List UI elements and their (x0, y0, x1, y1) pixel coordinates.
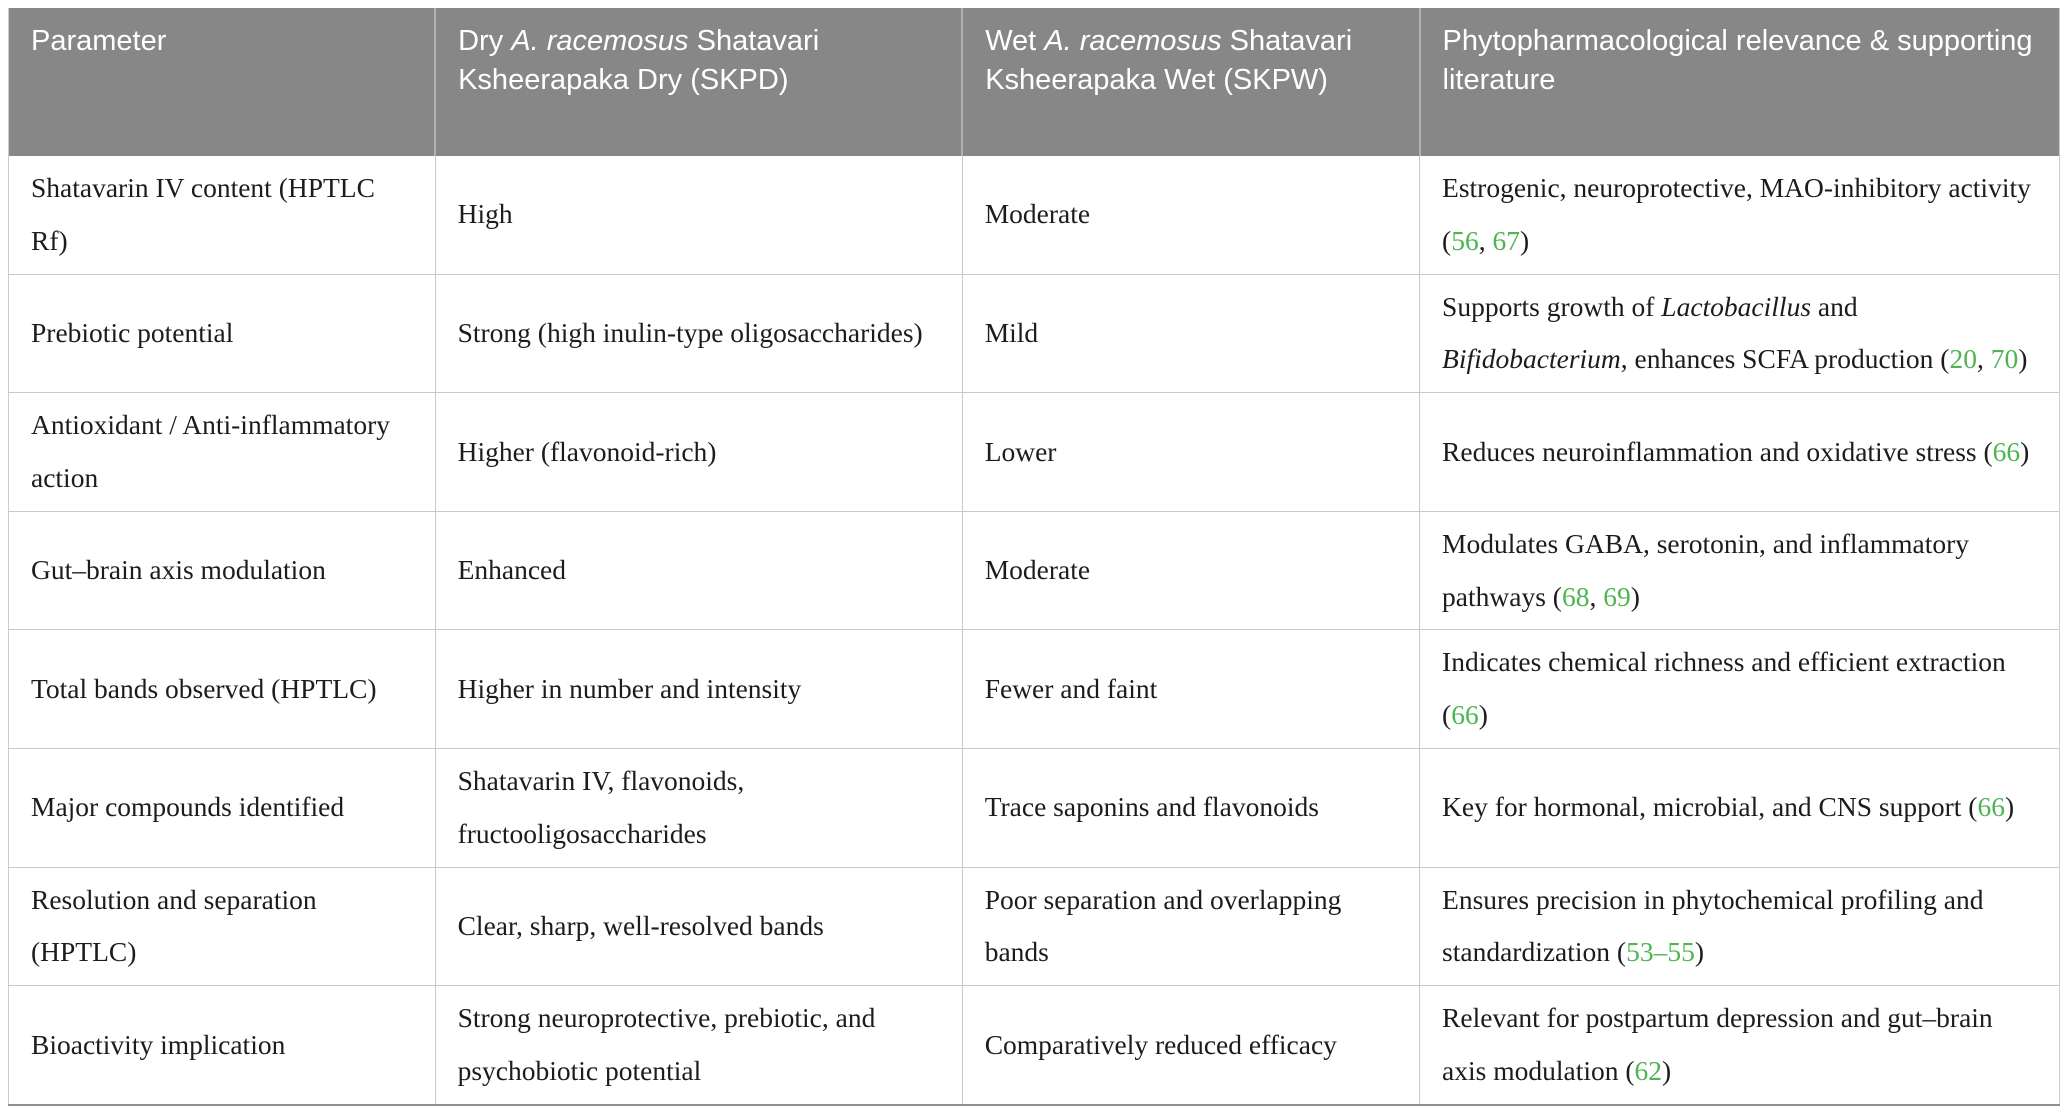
table-cell (9, 274, 436, 393)
citation-link[interactable]: 56 (1451, 224, 1479, 256)
table-cell (435, 511, 962, 630)
table-cell (962, 748, 1419, 867)
table-row (9, 986, 2060, 1105)
text-segment: and (1811, 290, 1858, 322)
table-cell (435, 867, 962, 986)
citation-link[interactable]: 66 (1451, 699, 1479, 731)
table-row (9, 393, 2060, 512)
text-segment: Wet (985, 25, 1045, 57)
species-name: Bifidobacterium (1442, 343, 1621, 375)
species-name: A. racemosus (511, 25, 689, 57)
text-segment: Indicates chemical richness and efficient extraction ( (1442, 646, 2006, 731)
text-segment: Shatavarin IV, flavonoids, fructooligosaccharides (457, 764, 745, 849)
text-segment: Relevant for postpartum depression and gut–brain axis modulation ( (1442, 1002, 1993, 1086)
text-segment: Dry (458, 25, 512, 57)
text-segment: Moderate (984, 554, 1091, 586)
table-cell (1420, 630, 2060, 749)
table-cell (962, 867, 1419, 986)
table-cell (9, 986, 436, 1105)
table-cell (962, 393, 1419, 512)
text-segment: Major compounds identified (31, 791, 345, 823)
text-segment: , (1589, 580, 1604, 612)
table-row (9, 748, 2060, 867)
table-cell (9, 748, 436, 867)
text-segment: Clear, sharp, well-resolved bands (457, 909, 824, 941)
table-cell (1420, 274, 2060, 393)
species-name: A. racemosus (1044, 25, 1222, 57)
text-segment: ) (2020, 435, 2030, 467)
table-cell (1420, 986, 2060, 1105)
table-cell (962, 511, 1419, 630)
text-segment: Prebiotic potential (31, 316, 234, 348)
text-segment: Shatavari Ksheerapaka Dry (SKPD) (458, 25, 820, 97)
table-row (9, 156, 2060, 274)
text-segment: Strong (high inulin-type oligosaccharides) (457, 316, 923, 348)
table-header (9, 8, 2060, 156)
table-row (9, 867, 2060, 986)
text-segment: , (1478, 224, 1493, 256)
text-segment: High (457, 198, 513, 230)
text-segment: Reduces neuroinflammation and oxidative stress ( (1442, 435, 1993, 467)
text-segment: ) (1662, 1054, 1672, 1086)
table-cell (962, 630, 1419, 749)
table-cell (435, 393, 962, 512)
table-cell (435, 748, 962, 867)
citation-link[interactable]: 53–55 (1626, 936, 1695, 968)
table-cell (1420, 511, 2060, 630)
column-header-3 (1420, 8, 2060, 156)
text-segment: Bioactivity implication (31, 1028, 286, 1060)
text-segment: Gut–brain axis modulation (31, 554, 326, 586)
text-segment: Strong neuroprotective, prebiotic, and psychobiotic potential (457, 1002, 876, 1086)
table-cell (962, 986, 1419, 1105)
text-segment: Ensures precision in phytochemical profiling and standardization ( (1442, 883, 1984, 968)
table-cell (435, 986, 962, 1105)
table-cell (1420, 393, 2060, 512)
text-segment: Comparatively reduced efficacy (984, 1028, 1337, 1060)
table-cell (9, 393, 436, 512)
table-cell (9, 630, 436, 749)
text-segment: ) (2018, 343, 2028, 375)
citation-link[interactable]: 69 (1603, 580, 1631, 612)
table-cell (435, 630, 962, 749)
citation-link[interactable]: 62 (1634, 1054, 1663, 1086)
text-segment: ) (1630, 580, 1640, 612)
species-name: Lactobacillus (1661, 290, 1812, 322)
text-segment: Supports growth of (1442, 290, 1662, 322)
text-segment: , enhances SCFA production ( (1620, 343, 1950, 375)
table-cell (435, 274, 962, 393)
text-segment: Parameter (31, 25, 167, 57)
citation-link[interactable]: 70 (1990, 343, 2019, 375)
text-segment: Shatavarin IV content (HPTLC Rf) (31, 172, 375, 256)
text-segment: Higher (flavonoid-rich) (457, 435, 717, 467)
text-segment: Shatavari Ksheerapaka Wet (SKPW) (985, 25, 1353, 97)
citation-link[interactable]: 66 (1977, 791, 2005, 823)
text-segment: Total bands observed (HPTLC) (31, 672, 377, 704)
text-segment: Enhanced (457, 554, 567, 586)
text-segment: Mild (984, 316, 1039, 348)
table-row (9, 511, 2060, 630)
table-body (9, 156, 2060, 1105)
text-segment: ) (1519, 224, 1530, 256)
text-segment: , (1976, 343, 1991, 375)
text-segment: Resolution and separation (HPTLC) (31, 883, 317, 968)
text-segment: Higher in number and intensity (457, 672, 802, 704)
table-cell (962, 274, 1419, 393)
citation-link[interactable]: 67 (1492, 224, 1520, 256)
text-segment: ) (2004, 791, 2015, 823)
table-cell (1420, 867, 2060, 986)
column-header-1 (435, 8, 962, 156)
table-cell (9, 867, 436, 986)
table-cell (1420, 748, 2060, 867)
table-row (9, 274, 2060, 393)
column-header-2 (962, 8, 1419, 156)
citation-link[interactable]: 20 (1949, 343, 1977, 375)
citation-link[interactable]: 66 (1992, 435, 2021, 467)
table-cell (962, 156, 1419, 274)
table-row (9, 630, 2060, 749)
text-segment: Fewer and faint (984, 672, 1158, 704)
text-segment: Antioxidant / Anti-inflammatory action (31, 409, 390, 493)
citation-link[interactable]: 68 (1561, 580, 1590, 612)
text-segment: Poor separation and overlapping bands (984, 883, 1342, 968)
table-cell (9, 511, 436, 630)
header-row (9, 8, 2060, 156)
table-cell (1420, 156, 2060, 274)
text-segment: Estrogenic, neuroprotective, MAO-inhibitory activity ( (1442, 172, 2031, 256)
comparison-table (8, 8, 2060, 1106)
text-segment: Phytopharmacological relevance & supporting literature (1442, 25, 2033, 97)
text-segment: Lower (984, 435, 1057, 467)
table-cell (9, 156, 436, 274)
text-segment: Moderate (984, 198, 1091, 230)
text-segment: ) (1694, 936, 1704, 968)
column-header-0 (9, 8, 436, 156)
text-segment: ) (1478, 699, 1488, 731)
text-segment: Key for hormonal, microbial, and CNS support ( (1442, 791, 1978, 823)
text-segment: Modulates GABA, serotonin, and inflammatory pathways ( (1442, 527, 1970, 612)
text-segment: Trace saponins and flavonoids (984, 791, 1319, 823)
table-cell (435, 156, 962, 274)
